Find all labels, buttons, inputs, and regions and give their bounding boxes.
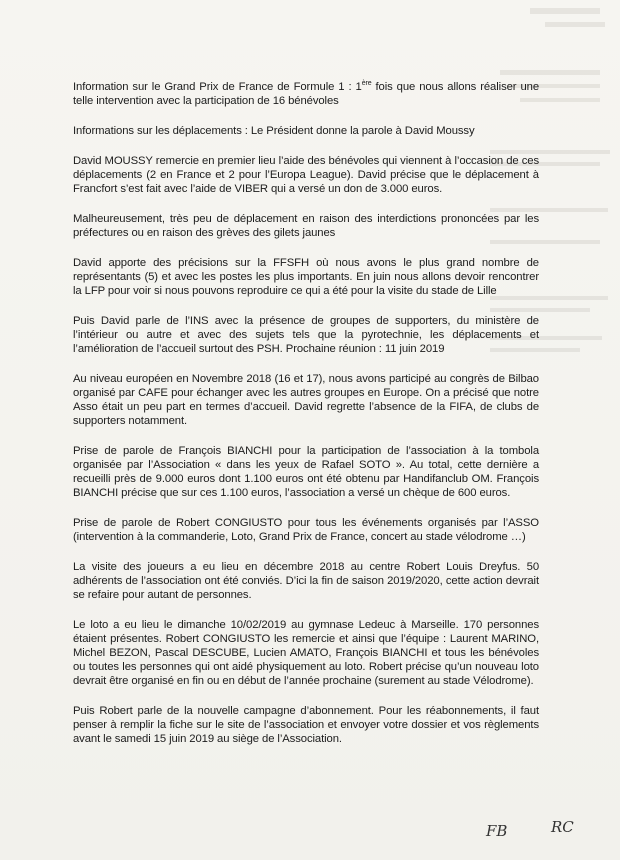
handwritten-initials-rc: RC [551,818,574,836]
paragraph-europe: Au niveau européen en Novembre 2018 (16 et 17), nous avons participé au congrès de Bilbao organisé par CAFE pour échanger avec les autres groupes en Europe. On a précisé que notre Asso était un peu part en termes d’accueil. David regrette l’absence de la FIFA, de clubs de supporters notamment. [73,373,539,427]
paragraph-david-moussy: David MOUSSY remercie en premier lieu l’aide des bénévoles qui viennent à l’occasion de ces déplacements (2 en France et 2 pour l’Europa League). David précise que le déplacement à Francfort s’est fait avec l’aide de VIBER qui a versé un don de 3.000 euros. [73,155,539,195]
paragraph-grand-prix: Information sur le Grand Prix de France de Formule 1 : 1ère fois que nous allons réaliser une telle intervention avec la participation de 16 bénévoles [73,80,539,107]
paragraph-deplacements-intro: Informations sur les déplacements : Le Président donne la parole à David Moussy [73,125,475,137]
paragraph-loto: Le loto a eu lieu le dimanche 10/02/2019 au gymnase Ledeuc à Marseille. 170 personnes étaient présentes. Robert CONGIUSTO les remercie et ainsi que l’équipe : Laurent MARINO, Michel BEZON, Pascal DESCUBE, Lucien AMATO, François BIANCHI et tous les bénévoles ou toutes les personnes qui ont aidé physiquement au loto. Robert précise qu’un nouveau loto devrait être organisé en fin ou en début de l’année prochaine (surement au stade Vélodrome). [73,619,539,687]
minutes-body [73,80,539,760]
paragraph-ffsfh: David apporte des précisions sur la FFSFH où nous avons le plus grand nombre de représentants (5) et avec les postes les plus importants. En juin nous allons devoir rencontrer la LFP pour voir si nous pouvons reproduire ce qui a été pour la visite du stade de Lille [73,257,539,297]
paragraph-tombola: Prise de parole de François BIANCHI pour la participation de l’association à la tombola organisée par l’Association « dans les yeux de Rafael SOTO ». Au total, cette dernière a recueilli près de 9.000 euros dont 1.100 euros ont été obtenu par Handifanclub OM. François BIANCHI précise que sur ces 1.100 euros, l’association a versé un chèque de 600 euros. [73,445,539,499]
paragraph-interdictions: Malheureusement, très peu de déplacement en raison des interdictions prononcées par les préfectures ou en raison des grèves des gilets jaunes [73,213,539,239]
handwritten-initials-fb: FB [486,822,508,840]
paragraph-ins: Puis David parle de l’INS avec la présence de groupes de supporters, du ministère de l’intérieur ou autre et avec des sujets tels que la pyrotechnie, les déplacements et l’amélioration de l’accueil surtout des PSH. Prochaine réunion : 11 juin 2019 [73,315,539,355]
paragraph-abonnement: Puis Robert parle de la nouvelle campagne d’abonnement. Pour les réabonnements, il faut penser à remplir la fiche sur le site de l’association et envoyer votre dossier et vos règlements avant le samedi 15 juin 2019 au siège de l’Association. [73,705,539,745]
ordinal-superscript: ère [361,80,372,88]
paragraph-visite-joueurs: La visite des joueurs a eu lieu en décembre 2018 au centre Robert Louis Dreyfus. 50 adhérents de l’association ont été conviés. D’ici la fin de saison 2019/2020, cette action devrait se refaire pour autant de personnes. [73,561,539,601]
paragraph-evenements: Prise de parole de Robert CONGIUSTO pour tous les événements organisés par l’ASSO (intervention à la commanderie, Loto, Grand Prix de France, concert au stade vélodrome …) [73,517,539,543]
